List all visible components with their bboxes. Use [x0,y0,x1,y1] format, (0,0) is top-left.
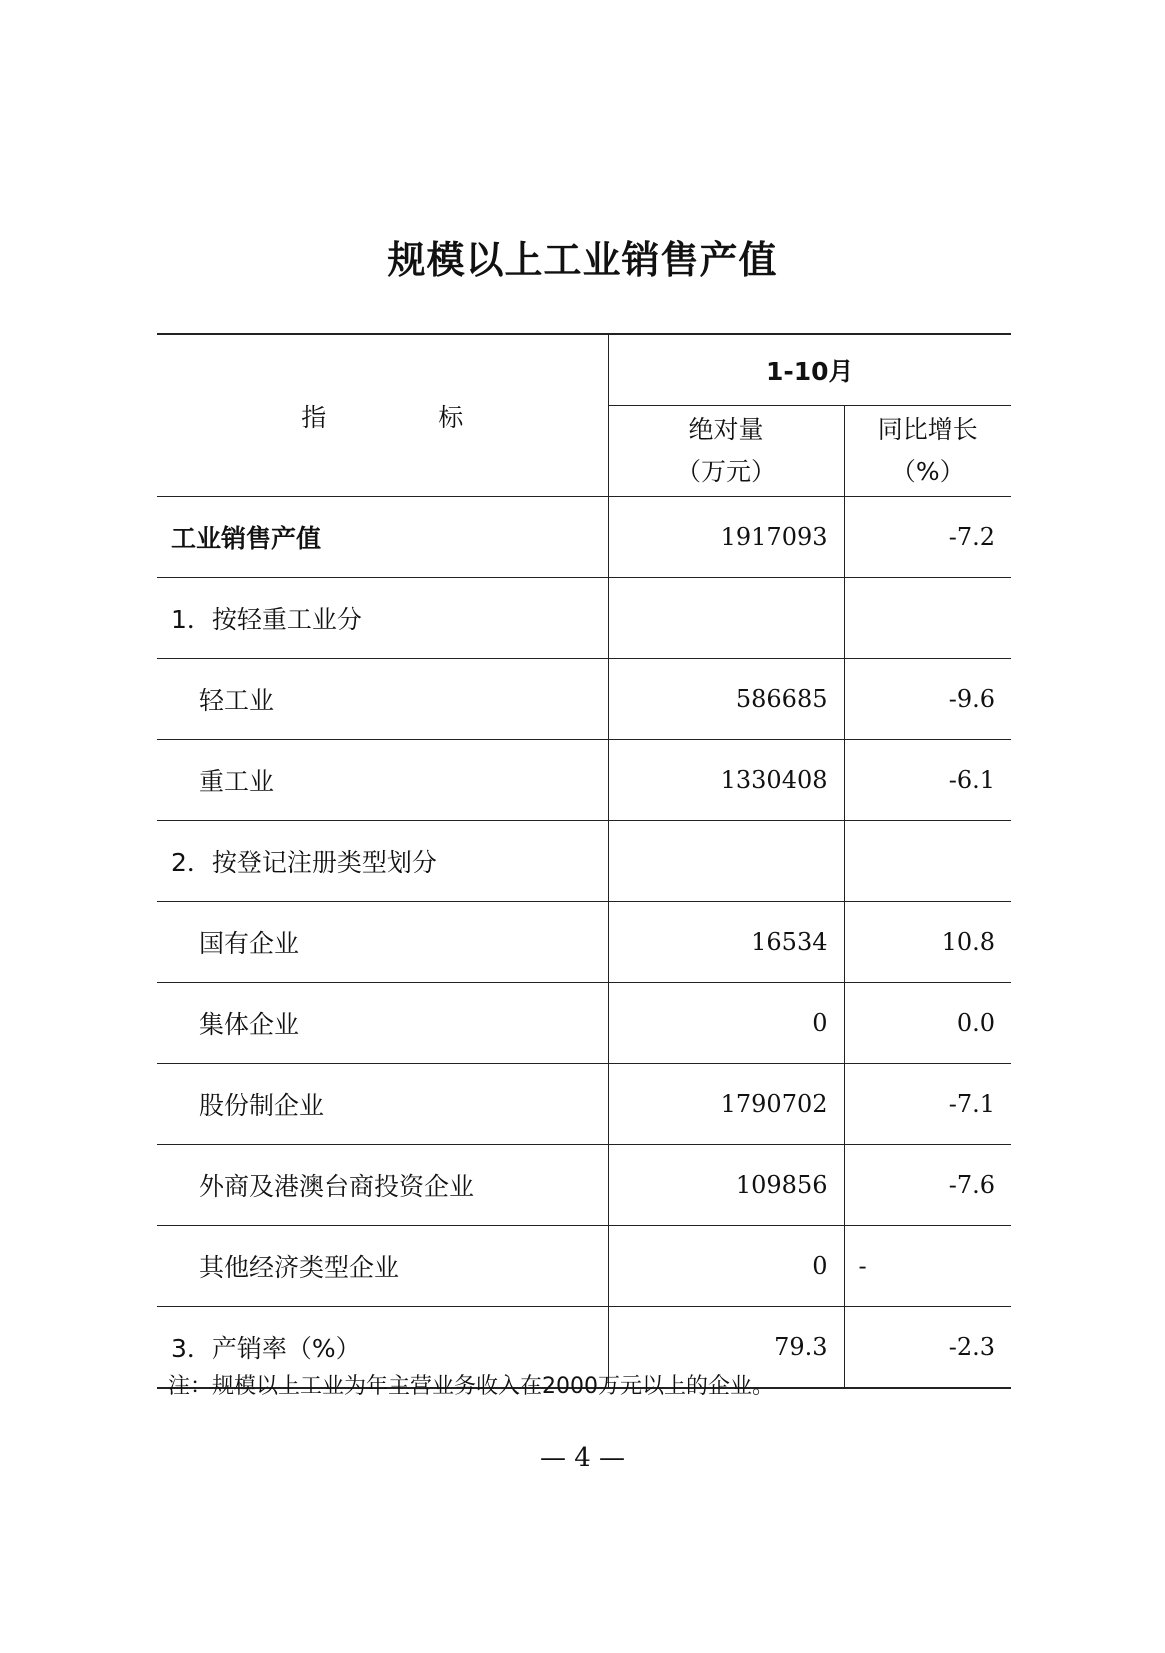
row-label: 股份制企业 [157,1064,608,1145]
header-indicator: 指 标 [157,334,608,497]
row-growth: 0.0 [844,983,1011,1064]
row-growth [844,578,1011,659]
row-label: 工业销售产值 [157,497,608,578]
header-period: 1-10月 [608,334,1011,406]
page-number: — 4 — [539,1443,626,1473]
table-row [157,740,1011,821]
footnote: 注：规模以上工业为年主营业务收入在2000万元以上的企业。 [168,1374,774,1399]
sales-value-table [157,333,1011,1389]
header-absolute-unit: （万元） [675,457,776,486]
row-label: 3．产销率（%） [157,1307,608,1389]
row-growth: 10.8 [844,902,1011,983]
row-value [608,821,844,902]
table-row [157,1064,1011,1145]
table-row [157,578,1011,659]
row-label: 1．按轻重工业分 [157,578,608,659]
table-row [157,659,1011,740]
row-value: 109856 [608,1145,844,1226]
page-title: 规模以上工业销售产值 [387,238,778,282]
header-absolute [608,406,844,497]
row-value: 0 [608,1226,844,1307]
row-value: 1330408 [608,740,844,821]
header-growth-label: 同比增长 [877,415,978,444]
row-growth: - [844,1226,1011,1307]
row-value: 1917093 [608,497,844,578]
row-value: 16534 [608,902,844,983]
row-label: 2．按登记注册类型划分 [157,821,608,902]
row-label: 外商及港澳台商投资企业 [157,1145,608,1226]
row-growth: -9.6 [844,659,1011,740]
row-growth: -6.1 [844,740,1011,821]
table-row [157,821,1011,902]
row-label: 轻工业 [157,659,608,740]
row-growth: -7.1 [844,1064,1011,1145]
header-absolute-label: 绝对量 [688,415,764,444]
row-growth: -7.6 [844,1145,1011,1226]
row-value: 1790702 [608,1064,844,1145]
row-label: 集体企业 [157,983,608,1064]
row-label: 其他经济类型企业 [157,1226,608,1307]
row-value: 79.3 [608,1307,844,1389]
table-row [157,902,1011,983]
row-growth: -2.3 [844,1307,1011,1389]
header-growth [844,406,1011,497]
table-row [157,983,1011,1064]
row-growth [844,821,1011,902]
row-growth: -7.2 [844,497,1011,578]
row-value: 0 [608,983,844,1064]
header-growth-unit: （%） [890,457,965,486]
table-row [157,497,1011,578]
row-value: 586685 [608,659,844,740]
row-value [608,578,844,659]
row-label: 国有企业 [157,902,608,983]
table-row [157,1145,1011,1226]
table-row [157,1226,1011,1307]
row-label: 重工业 [157,740,608,821]
